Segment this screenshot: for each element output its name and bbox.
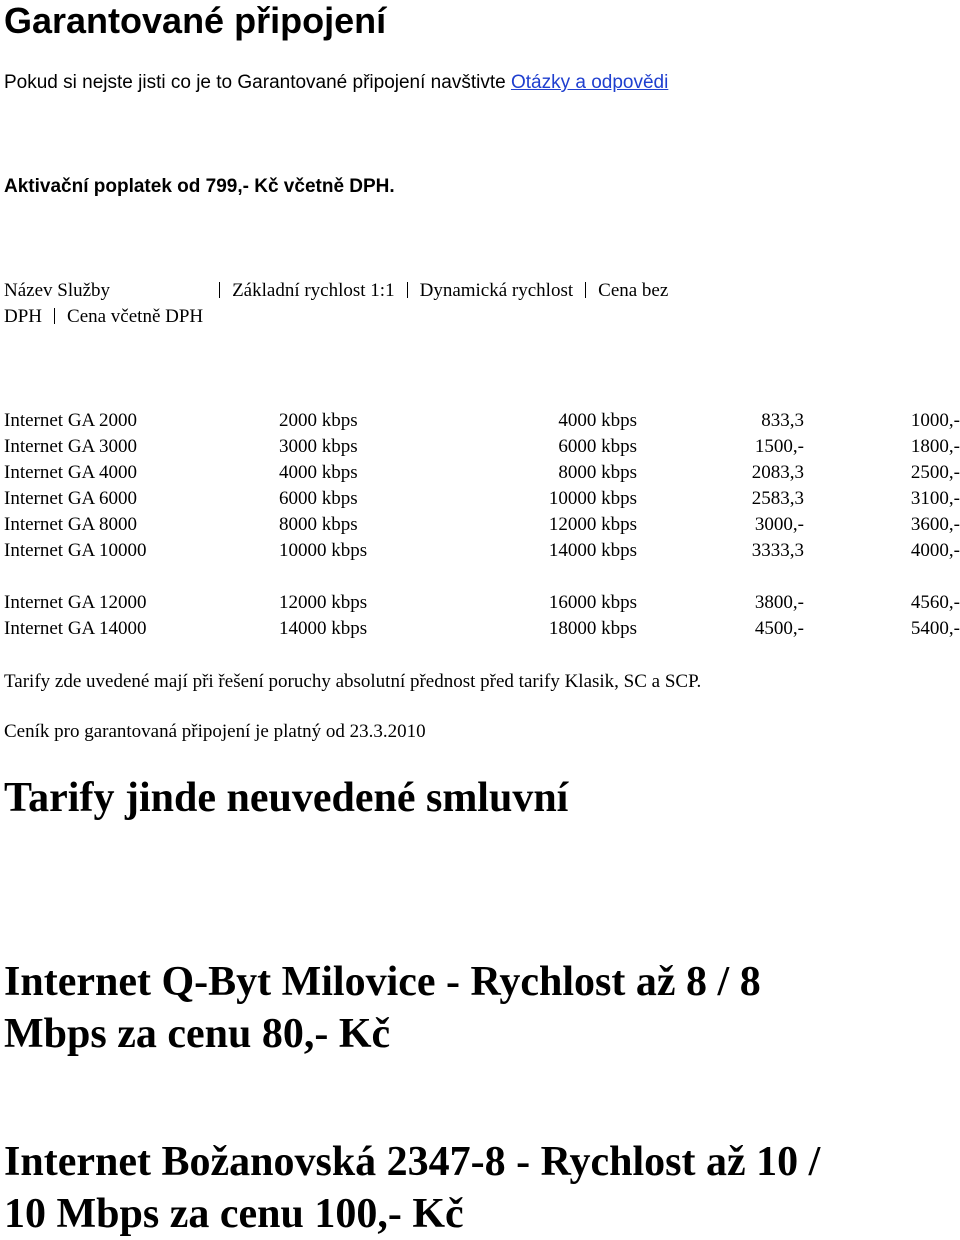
table-header-line-1 (4, 278, 668, 304)
cell-base-speed: 2000 kbps (279, 410, 358, 431)
cell-price-gross: 5400,- (910, 618, 960, 639)
cell-base-speed: 14000 kbps (279, 618, 368, 639)
header-dynamic: Dynamická rychlost (419, 280, 574, 301)
cell-dynamic-speed: 18000 kbps (548, 618, 637, 639)
intro-text: Pokud si nejste jisti co je to Garantované připojení navštivte (4, 72, 511, 93)
header-separator (219, 282, 220, 298)
cell-dynamic-speed: 8000 kbps (558, 462, 637, 483)
header-separator (54, 308, 55, 324)
header-gross: Cena včetně DPH (67, 306, 204, 327)
cell-price-gross: 4000,- (910, 540, 960, 561)
cell-base-speed: 12000 kbps (279, 592, 368, 613)
cell-dynamic-speed: 14000 kbps (548, 540, 637, 561)
header-separator (585, 282, 586, 298)
cell-service: Internet GA 10000 (4, 540, 147, 561)
header-base: Základní rychlost 1:1 (232, 280, 395, 301)
cell-price-net: 3333,3 (751, 540, 804, 561)
cell-base-speed: 4000 kbps (279, 462, 358, 483)
table-row (4, 460, 960, 486)
cell-base-speed: 10000 kbps (279, 540, 368, 561)
intro-paragraph (4, 70, 668, 96)
header-name: Název Služby (4, 280, 111, 301)
cell-price-gross: 3100,- (910, 488, 960, 509)
cell-price-net: 2583,3 (751, 488, 804, 509)
cell-price-gross: 4560,- (910, 592, 960, 613)
validity-note: Ceník pro garantovaná připojení je platný od 23.3.2010 (4, 721, 426, 742)
table-header-line-2 (4, 304, 203, 330)
cell-dynamic-speed: 10000 kbps (548, 488, 637, 509)
heading-qbyt-milovice: Internet Q-Byt Milovice - Rychlost až 8 / 8 Mbps za cenu 80,- Kč (4, 959, 761, 1057)
heading-bozanovska: Internet Božanovská 2347-8 - Rychlost až 10 / 10 Mbps za cenu 100,- Kč (4, 1139, 821, 1237)
cell-dynamic-speed: 12000 kbps (548, 514, 637, 535)
cell-dynamic-speed: 4000 kbps (558, 410, 637, 431)
cell-dynamic-speed: 6000 kbps (558, 436, 637, 457)
cell-price-net: 2083,3 (751, 462, 804, 483)
header-net-part1: Cena bez (598, 280, 669, 301)
faq-link[interactable]: Otázky a odpovědi (510, 72, 669, 93)
cell-price-net: 1500,- (754, 436, 804, 457)
table-row (4, 512, 960, 538)
cell-price-net: 833,3 (761, 410, 804, 431)
cell-service: Internet GA 6000 (4, 488, 137, 509)
cell-price-gross: 2500,- (910, 462, 960, 483)
cell-service: Internet GA 14000 (4, 618, 147, 639)
activation-fee: Aktivační poplatek od 799,- Kč včetně DPH. (4, 176, 395, 197)
table-row (4, 408, 960, 434)
cell-price-net: 3000,- (754, 514, 804, 535)
table-row (4, 590, 960, 616)
cell-price-net: 4500,- (754, 618, 804, 639)
header-net-part2: DPH (4, 306, 43, 327)
cell-dynamic-speed: 16000 kbps (548, 592, 637, 613)
priority-note: Tarify zde uvedené mají při řešení poruchy absolutní přednost před tarify Klasik, SC a SCP. (4, 671, 702, 692)
cell-service: Internet GA 12000 (4, 592, 147, 613)
cell-service: Internet GA 2000 (4, 410, 137, 431)
cell-base-speed: 8000 kbps (279, 514, 358, 535)
cell-service: Internet GA 8000 (4, 514, 137, 535)
table-row (4, 538, 960, 564)
cell-service: Internet GA 3000 (4, 436, 137, 457)
cell-price-gross: 3600,- (910, 514, 960, 535)
cell-price-gross: 1800,- (910, 436, 960, 457)
page-title: Garantované připojení (4, 0, 387, 41)
cell-price-net: 3800,- (754, 592, 804, 613)
header-separator (407, 282, 408, 298)
table-row (4, 486, 960, 512)
cell-service: Internet GA 4000 (4, 462, 137, 483)
cell-price-gross: 1000,- (910, 410, 960, 431)
table-row (4, 616, 960, 642)
cell-base-speed: 6000 kbps (279, 488, 358, 509)
table-row (4, 434, 960, 460)
cell-base-speed: 3000 kbps (279, 436, 358, 457)
heading-other-tariffs: Tarify jinde neuvedené smluvní (4, 775, 569, 821)
